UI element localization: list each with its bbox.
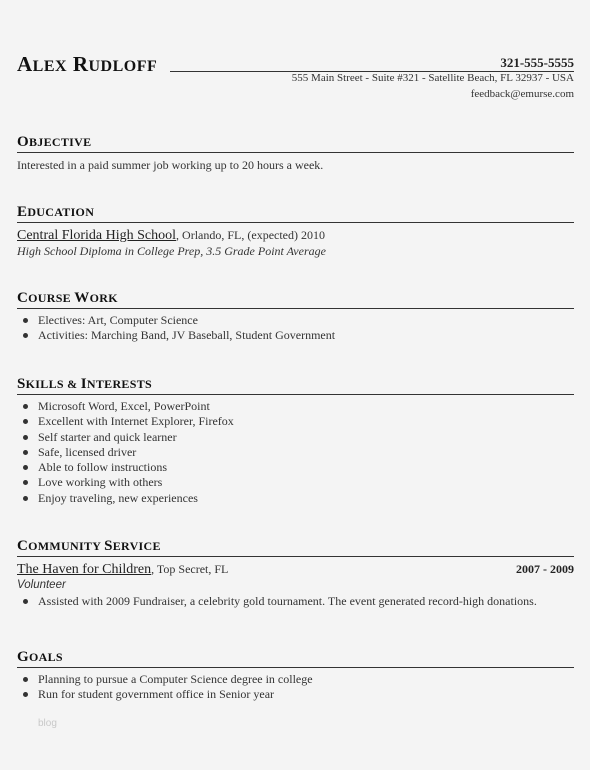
list-item: Excellent with Internet Explorer, Firefox xyxy=(38,414,574,429)
list-item: Assisted with 2009 Fundraiser, a celebrity gold tournament. The event generated record-high donations. xyxy=(38,594,574,609)
coursework-section xyxy=(17,290,574,344)
goals-list xyxy=(17,672,574,703)
watermark: blog xyxy=(38,718,57,729)
list-item: Planning to pursue a Computer Science degree in college xyxy=(38,672,574,687)
list-item: Enjoy traveling, new experiences xyxy=(38,491,574,506)
list-item: Activities: Marching Band, JV Baseball, Student Government xyxy=(38,328,574,343)
skills-heading: SKILLS & INTERESTS xyxy=(17,376,574,395)
phone-number: 321-555-5555 xyxy=(500,55,574,70)
organization-location: , Top Secret, FL xyxy=(151,562,229,576)
education-entry xyxy=(17,227,574,244)
list-item: Love working with others xyxy=(38,475,574,490)
goals-heading: GOALS xyxy=(17,649,574,668)
skills-list xyxy=(17,399,574,506)
address: 555 Main Street - Suite #321 - Satellite Beach, FL 32937 - USA xyxy=(291,72,574,84)
community-entry xyxy=(17,561,574,578)
objective-text: Interested in a paid summer job working up to 20 hours a week. xyxy=(17,158,324,172)
list-item: Electives: Art, Computer Science xyxy=(38,313,574,328)
objective-section xyxy=(17,134,574,174)
list-item: Safe, licensed driver xyxy=(38,445,574,460)
education-heading: EDUCATION xyxy=(17,204,574,223)
education-section xyxy=(17,204,574,259)
community-section xyxy=(17,538,574,609)
list-item: Able to follow instructions xyxy=(38,460,574,475)
role: Volunteer xyxy=(17,579,66,591)
service-dates: 2007 - 2009 xyxy=(516,562,574,576)
community-heading: COMMUNITY SERVICE xyxy=(17,538,574,557)
skills-section xyxy=(17,376,574,506)
organization-name: The Haven for Children xyxy=(17,562,152,577)
school-location: , Orlando, FL, (expected) 2010 xyxy=(176,228,326,242)
candidate-name: ALEX RUDLOFF xyxy=(17,52,158,76)
list-item: Self starter and quick learner xyxy=(38,430,574,445)
community-list xyxy=(17,594,574,609)
email: feedback@emurse.com xyxy=(470,88,574,100)
coursework-list xyxy=(17,313,574,344)
list-item: Microsoft Word, Excel, PowerPoint xyxy=(38,399,574,414)
coursework-heading: COURSE WORK xyxy=(17,290,574,309)
goals-section xyxy=(17,649,574,703)
degree: High School Diploma in College Prep, 3.5 Grade Point Average xyxy=(17,244,326,258)
list-item: Run for student government office in Senior year xyxy=(38,687,574,702)
school-name: Central Florida High School xyxy=(17,228,177,243)
objective-heading: OBJECTIVE xyxy=(17,134,574,153)
